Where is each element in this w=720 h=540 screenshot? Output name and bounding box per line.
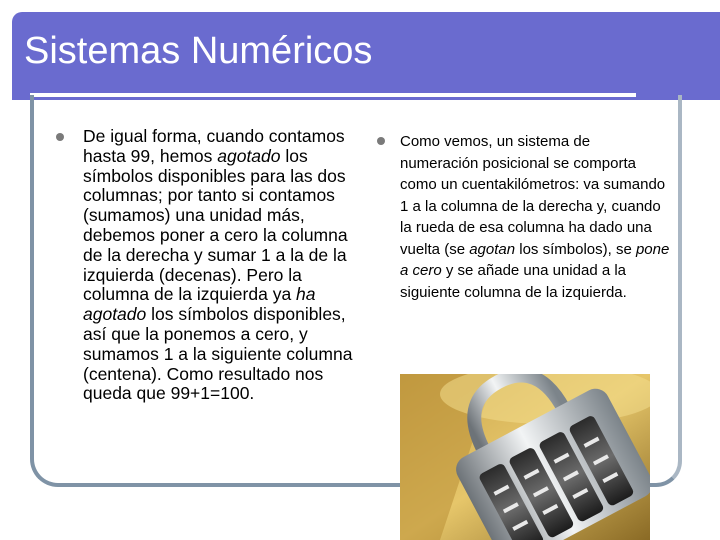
slide-title: Sistemas Numéricos	[24, 30, 373, 72]
left-emphasis-2: ha agotado	[83, 284, 316, 325]
left-column-text	[83, 127, 355, 404]
left-text-part-1: De igual forma, cuando contamos hasta 99, hemos	[83, 126, 345, 166]
left-text-part-2: los símbolos disponibles para las dos columnas; por tanto si contamos (sumamos) una unidad más, debemos poner a cero la columna de la derecha y sumar 1 a la de la izquierda (decenas). Pero la columna de la izquierda ya	[83, 145, 348, 305]
combination-padlock-icon	[400, 374, 650, 540]
bullet-right	[377, 137, 385, 145]
right-text-part-2: los símbolos), se	[515, 240, 636, 258]
padlock-image	[400, 374, 650, 540]
right-emphasis-1: agotan	[469, 240, 516, 258]
left-emphasis-1: agotado	[217, 145, 281, 166]
right-column-text	[400, 131, 670, 303]
right-text-part-1: Como vemos, un sistema de numeración posicional se comporta como un cuentakilómetros: va sumando 1 a la columna de la derecha y, cuando la rueda de esa columna ha dado una vuelta (se	[400, 133, 666, 258]
bullet-left	[56, 133, 64, 141]
left-text-part-3: los símbolos disponibles, así que la ponemos a cero, y sumamos 1 a la siguiente columna (centena). Como resultado nos queda que 99+1=100.	[83, 304, 353, 404]
right-text-part-3: y se añade una unidad a la siguiente columna de la izquierda.	[400, 262, 627, 301]
right-emphasis-2: pone a cero	[400, 240, 670, 279]
